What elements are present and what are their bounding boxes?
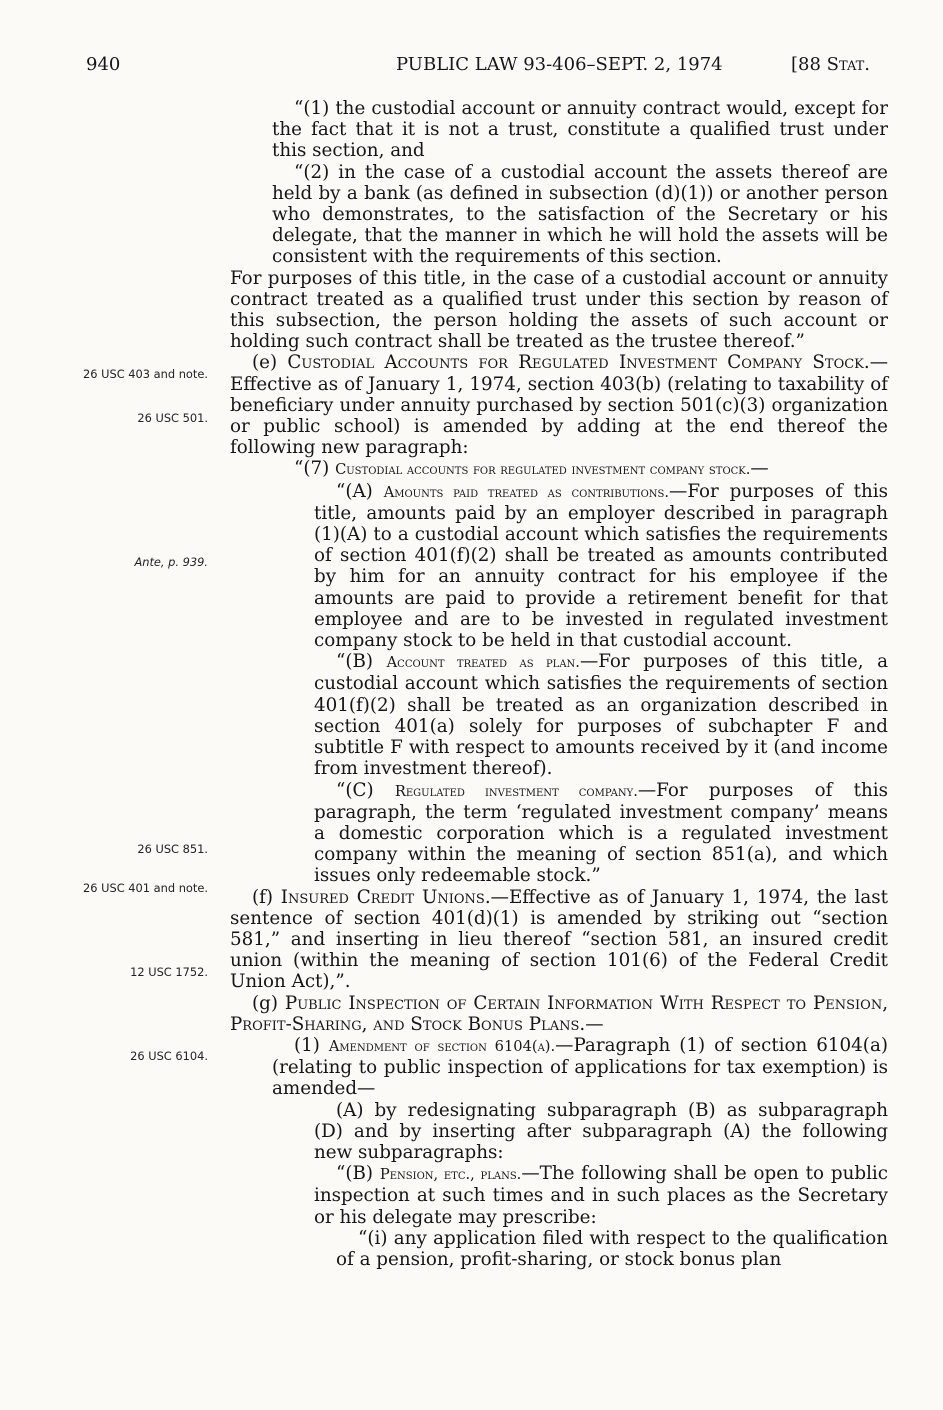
margin-note-403: 26 USC 403 and note. — [83, 367, 208, 381]
margin-note-6104: 26 USC 6104. — [130, 1049, 208, 1063]
subparagraph-c-prefix: “(C) — [336, 779, 395, 801]
subsection-f-prefix: (f) — [252, 886, 281, 908]
paragraph-g1-heading: Amendment of section 6104(a). — [328, 1037, 556, 1055]
subsection-f-text: —Effective as of January 1, 1974, the last sentence of section 401(d)(1) is amended by striking out “section 581,” and inserting in lieu thereof “section 581, an insured credit union (within the meaning of section 101(6) of the Federal Credit Union Act),”. — [230, 886, 888, 993]
subsection-e-prefix: (e) — [252, 352, 288, 374]
subparagraph-c — [230, 780, 888, 887]
subparagraph-b-prefix: “(B) — [336, 651, 387, 673]
subparagraph-b-heading: Account treated as plan. — [386, 654, 580, 672]
subparagraph-a-prefix: “(A) — [336, 480, 384, 502]
subsection-e-text: —Effective as of January 1, 1974, section 403(b) (relating to taxability of beneficiary under annuity purchased by section 501(c)(3) organization or public school) is amended by adding at the end thereof the following new paragraph: — [230, 352, 888, 459]
paragraph-7 — [230, 458, 888, 480]
paragraph-2: “(2) in the case of a custodial account the assets thereof are held by a bank (as defined in subsection (d)(1)) or another person who demonstrates, to the satisfaction of the Secretary or his delegate, that the manner in which he will hold the assets will be consistent with the requirements of this section. — [272, 161, 888, 268]
clause-i: “(i) any application filed with respect to the qualification of a pension, profit-sharing, or stock bonus plan — [336, 1227, 888, 1270]
paragraph-7-heading: Custodial accounts for regulated investment company stock. — [335, 461, 751, 479]
subparagraph-c-text: —For purposes of this paragraph, the term ‘regulated investment company’ means a domestic corporation which is a regulated investment company within the meaning of section 851(a), and which issues only redeemable stock.” — [314, 779, 888, 887]
page-title: PUBLIC LAW 93-406–SEPT. 2, 1974 — [396, 54, 723, 75]
subparagraph-b-text: —For purposes of this title, a custodial account which satisfies the requirements of section 401(f)(2) shall be treated as an organization described in section 401(a) solely for purposes of subchapter F and subtitle F with respect to amounts received by it (and income from investment thereof). — [314, 651, 888, 780]
page-number: 940 — [86, 54, 121, 75]
subparagraph-c-heading: Regulated investment company. — [394, 782, 638, 800]
paragraph-1: “(1) the custodial account or annuity contract would, except for the fact that it is not a trust, constitute a qualified trust under this section, and — [272, 98, 888, 162]
subparagraph-a-heading: Amounts paid treated as contributions. — [383, 483, 670, 501]
paragraph-g1 — [230, 1035, 888, 1100]
subparagraph-g1b-heading: Pension, etc., plans. — [379, 1166, 522, 1184]
body-text — [230, 98, 888, 1270]
margin-note-401: 26 USC 401 and note. — [83, 881, 208, 895]
margin-note-1752: 12 USC 1752. — [130, 965, 208, 979]
subparagraph-g1b-text: —The following shall be open to public inspection at such times and in such places as the Secretary or his delegate may prescribe: — [314, 1163, 888, 1228]
margin-note-851: 26 USC 851. — [137, 842, 208, 856]
paragraph-7-prefix: “(7) — [294, 458, 336, 480]
subsection-f-heading: Insured Credit Unions. — [280, 886, 491, 908]
paragraph-g1-text: —Paragraph (1) of section 6104(a) (relating to public inspection of applications for tax exemption) is amended— — [272, 1034, 888, 1100]
subparagraph-g1b-prefix: “(B) — [336, 1163, 380, 1185]
subsection-e-heading: Custodial Accounts for Regulated Investment Company Stock. — [287, 352, 870, 374]
subparagraph-g1b — [230, 1163, 888, 1228]
subsection-e — [230, 352, 888, 458]
paragraph-7-text: — — [750, 458, 769, 480]
subparagraph-a — [230, 481, 888, 652]
statute-reference — [791, 53, 870, 77]
subsection-f — [230, 887, 888, 993]
subparagraph-a-text: —For purposes of this title, amounts paid by an employer described in paragraph (1)(A) to a custodial account which satisfies the requirements of section 401(f)(2) shall be treated as amounts contributed by him for an annuity contract for his employee if the amounts are paid to provide a retirement benefit for that employee and are to be invested in regulated investment company stock to be held in that custodial account. — [314, 480, 888, 652]
margin-note-501: 26 USC 501. — [137, 411, 208, 425]
subparagraph-b — [230, 651, 888, 779]
paragraph-g1-prefix: (1) — [294, 1034, 329, 1056]
statute-reference-text: [88 Stat. — [791, 54, 871, 75]
subsection-g-prefix: (g) — [252, 992, 285, 1014]
subsection-g-text: — — [585, 1013, 604, 1035]
subsection-g-heading: Public Inspection of Certain Information With Respect to Pension, Profit-Sharing, and Stock Bonus Plans. — [230, 992, 889, 1035]
paragraph-3: For purposes of this title, in the case of a custodial account or annuity contract treated as a qualified trust under this section by reason of this subsection, the person holding the assets of such account or holding such contract shall be treated as the trustee thereof.” — [230, 267, 888, 353]
subsection-g — [230, 993, 888, 1035]
margin-note-ante: Ante, p. 939. — [134, 555, 208, 569]
subparagraph-g1a: (A) by redesignating subparagraph (B) as subparagraph (D) and by inserting after subparagraph (A) the following new subparagraphs: — [314, 1099, 888, 1163]
